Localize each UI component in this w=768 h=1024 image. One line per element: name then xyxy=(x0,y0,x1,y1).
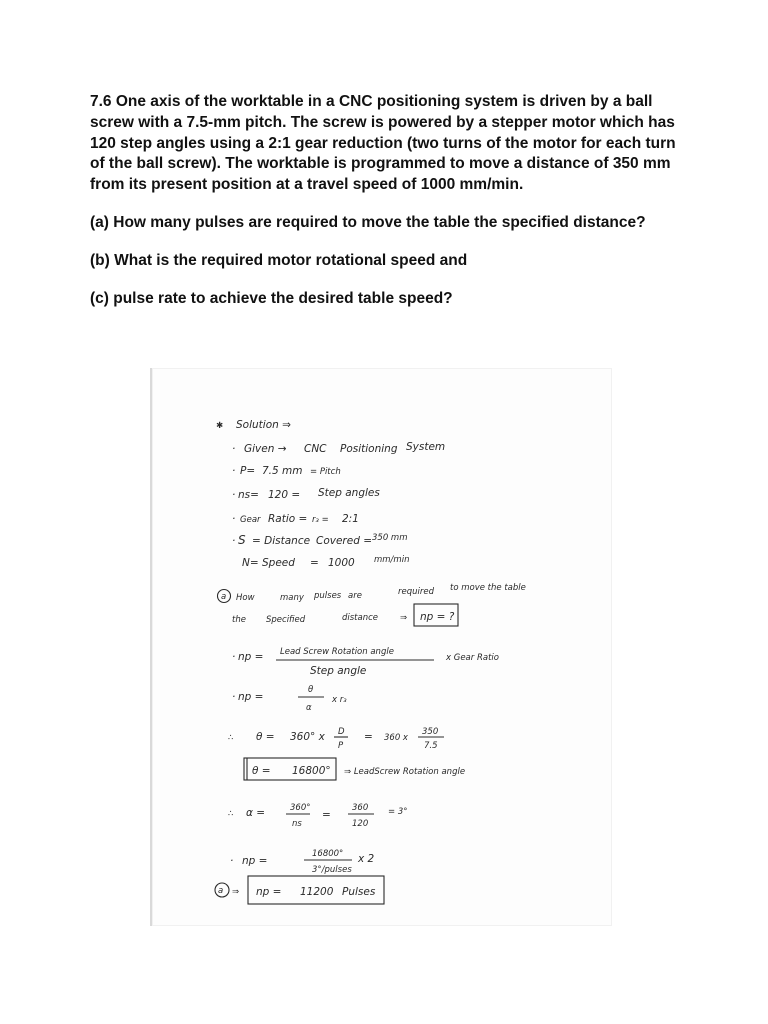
problem-stem: 7.6 One axis of the worktable in a CNC positioning system is driven by a ball screw with a 7.5-mm pitch. The screw is powered by a stepper motor which has 120 step angles using a 2:1 gear reduction (two turns of the motor for each turn of the ball screw). The worktable is programmed to move a distance of 350 mm from its present position at a travel speed of 1000 mm/min. xyxy=(90,93,676,194)
distance-value: 350 mm xyxy=(372,533,408,543)
qa-arrow: ⇒ xyxy=(400,613,408,623)
qa-required: required xyxy=(398,587,434,597)
bullet-dot: · xyxy=(232,489,236,501)
given-positioning: Positioning xyxy=(340,443,398,455)
given-label: Given → xyxy=(244,443,287,455)
ns-value: 120 = xyxy=(268,489,301,501)
answer-arrow: ⇒ xyxy=(232,887,240,897)
qa-pulses: pulses xyxy=(314,591,342,601)
speed-word: N= Speed xyxy=(242,557,295,569)
qa-distance: distance xyxy=(342,613,379,623)
therefore-symbol: ∴ xyxy=(228,733,234,743)
formula2-rhs: x r₃ xyxy=(332,695,347,705)
qa-move-table: to move the table xyxy=(450,583,526,593)
theta-d: D xyxy=(338,727,345,737)
alpha-equals: = xyxy=(322,809,331,821)
handwritten-solution-image xyxy=(150,368,612,926)
theta-result-lhs: θ = xyxy=(252,765,271,777)
solution-heading: Solution ⇒ xyxy=(236,419,291,431)
theta-equals: = xyxy=(364,731,373,743)
answer-unit: Pulses xyxy=(342,886,376,898)
theta-350: 350 xyxy=(422,727,439,737)
np-question: np = ? xyxy=(420,611,455,623)
ns-label: Step angles xyxy=(318,487,380,499)
formula1-denominator: Step angle xyxy=(310,665,367,677)
alpha-120: 120 xyxy=(352,819,369,829)
distance-symbol: S xyxy=(238,533,246,547)
bullet-dot: · xyxy=(232,651,236,663)
formula2-denominator: α xyxy=(306,703,312,713)
bullet-dot: · xyxy=(232,513,236,525)
formula2-numerator: θ xyxy=(308,685,314,695)
alpha-360-deg: 360° xyxy=(290,803,311,813)
formula1-rhs: x Gear Ratio xyxy=(446,653,499,663)
theta-result-value: 16800° xyxy=(292,765,331,777)
bullet-dot: · xyxy=(232,691,236,703)
covered-word: Covered = xyxy=(316,535,373,547)
theta-p: P xyxy=(338,741,344,751)
bullet-dot: · xyxy=(232,465,236,477)
speed-value: 1000 xyxy=(328,557,355,569)
pitch-value: 7.5 mm xyxy=(262,465,303,477)
pitch-symbol: P= xyxy=(240,465,256,477)
qa-many: many xyxy=(280,593,304,603)
theta-7-5: 7.5 xyxy=(424,741,438,751)
theta-360: 360° x xyxy=(290,731,325,743)
problem-part-b: (b) What is the required motor rotational speed and xyxy=(90,251,468,269)
bullet-dot: · xyxy=(232,443,236,455)
distance-word: = Distance xyxy=(252,535,311,547)
ns-symbol: ns= xyxy=(238,489,259,501)
given-cnc: CNC xyxy=(304,443,327,455)
formula1-numerator: Lead Screw Rotation angle xyxy=(280,647,394,657)
speed-unit: mm/min xyxy=(374,555,410,565)
gear-ratio-value: 2:1 xyxy=(342,513,359,525)
ratio-word: Ratio = xyxy=(268,513,308,525)
alpha-360: 360 xyxy=(352,803,369,813)
np-calc-multiplier: x 2 xyxy=(358,853,375,865)
theta-result-note: ⇒ LeadScrew Rotation angle xyxy=(344,767,466,777)
alpha-result: = 3° xyxy=(388,807,408,817)
np-calc-numerator: 16800° xyxy=(312,849,344,859)
theta-lhs: θ = xyxy=(256,731,275,743)
part-a-marker: a xyxy=(221,592,227,602)
pitch-label: = Pitch xyxy=(310,467,341,477)
handwritten-solution-drawing xyxy=(152,368,612,926)
asterisk-icon: ✱ xyxy=(216,421,224,431)
given-system: System xyxy=(406,441,446,453)
qa-how: How xyxy=(236,593,255,603)
qa-are: are xyxy=(348,591,362,601)
bullet-dot: · xyxy=(232,535,236,547)
qa-the: the xyxy=(232,615,246,625)
gear-word: Gear xyxy=(240,515,261,525)
alpha-ns: ns xyxy=(292,819,302,829)
np-calc-denominator: 3°/pulses xyxy=(312,865,352,875)
problem-statement xyxy=(90,92,680,326)
problem-part-c: (c) pulse rate to achieve the desired table speed? xyxy=(90,289,453,307)
formula2-lhs: np = xyxy=(238,691,264,703)
qa-specified: Specified xyxy=(266,615,306,625)
gear-ratio-symbol: r₃ = xyxy=(312,515,329,525)
problem-part-a: (a) How many pulses are required to move the table the specified distance? xyxy=(90,213,646,231)
alpha-lhs: α = xyxy=(246,807,266,819)
therefore-symbol: ∴ xyxy=(228,809,234,819)
theta-360-times: 360 x xyxy=(384,733,408,743)
answer-lhs: np = xyxy=(256,886,282,898)
bullet-dot: · xyxy=(230,855,234,867)
answer-marker: a xyxy=(218,886,224,896)
formula1-lhs: np = xyxy=(238,651,264,663)
answer-value: 11200 xyxy=(300,886,334,898)
np-calc-lhs: np = xyxy=(242,855,268,867)
speed-equals: = xyxy=(310,557,319,569)
